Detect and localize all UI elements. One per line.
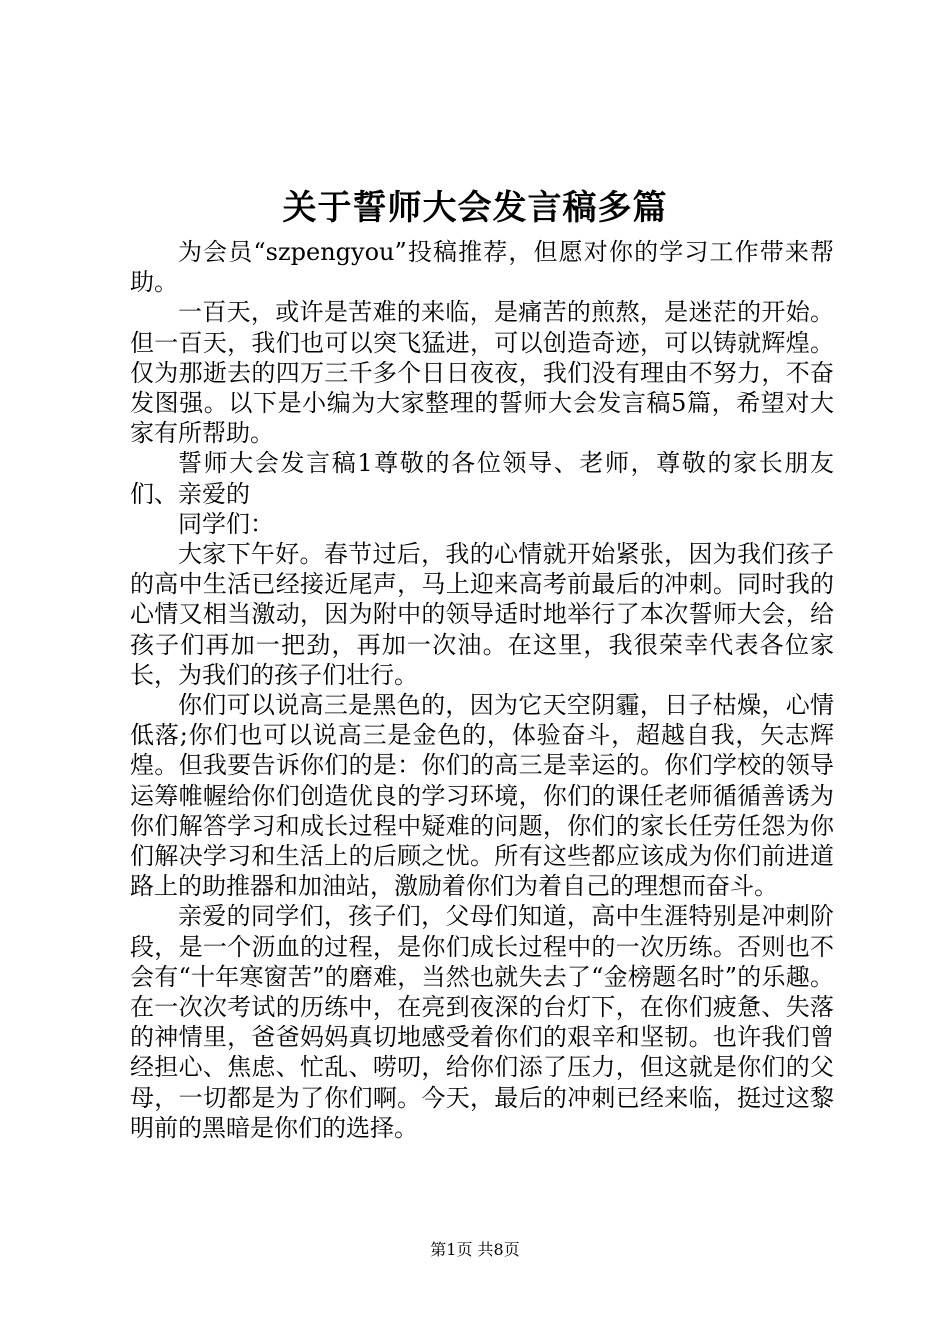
paragraph-4: 同学们：	[178, 509, 274, 538]
page-number-footer: 第1页 共8页	[430, 1240, 520, 1259]
paragraph-1: 为会员“szpengyou”投稿推荐，但愿对你的学习工作带来帮助。	[130, 238, 834, 297]
paragraph-3: 誓师大会发言稿1尊敬的各位领导、老师，尊敬的家长朋友们、亲爱的	[130, 449, 834, 508]
document-body	[130, 237, 834, 1143]
paragraph-2: 一百天，或许是苦难的来临，是痛苦的煎熬，是迷茫的开始。但一百天，我们也可以突飞猛进，可以创造奇迹，可以铸就辉煌。仅为那逝去的四万三千多个日日夜夜，我们没有理由不努力，不奋发图强。以下是小编为大家整理的誓师大会发言稿5篇，希望对大家有所帮助。	[130, 298, 834, 448]
document-title: 关于誓师大会发言稿多篇	[282, 188, 668, 228]
paragraph-6: 你们可以说高三是黑色的，因为它天空阴霾，日子枯燥，心情低落;你们也可以说高三是金色的，体验奋斗，超越自我，矢志辉煌。但我要告诉你们的是：你们的高三是幸运的。你们学校的领导运筹帷幄给你们创造优良的学习环境，你们的课任老师循循善诱为你们解答学习和成长过程中疑难的问题，你们的家长任劳任怨为你们解决学习和生活上的后顾之忧。所有这些都应该成为你们前进道路上的助推器和加油站，激励着你们为着自己的理想而奋斗。	[130, 691, 834, 901]
paragraph-7: 亲爱的同学们，孩子们，父母们知道，高中生涯特别是冲刺阶段，是一个沥血的过程，是你们成长过程中的一次历练。否则也不会有“十年寒窗苦”的磨难，当然也就失去了“金榜题名时”的乐趣。在一次次考试的历练中，在亮到夜深的台灯下，在你们疲惫、失落的神情里，爸爸妈妈真切地感受着你们的艰辛和坚韧。也许我们曾经担心、焦虑、忙乱、唠叨，给你们添了压力，但这就是你们的父母，一切都是为了你们啊。今天，最后的冲刺已经来临，挺过这黎明前的黑暗是你们的选择。	[130, 902, 834, 1142]
paragraph-5: 大家下午好。春节过后，我的心情就开始紧张，因为我们孩子的高中生活已经接近尾声，马上迎来高考前最后的冲刺。同时我的心情又相当激动，因为附中的领导适时地举行了本次誓师大会，给孩子们再加一把劲，再加一次油。在这里，我很荣幸代表各位家长，为我们的孩子们壮行。	[130, 540, 834, 689]
